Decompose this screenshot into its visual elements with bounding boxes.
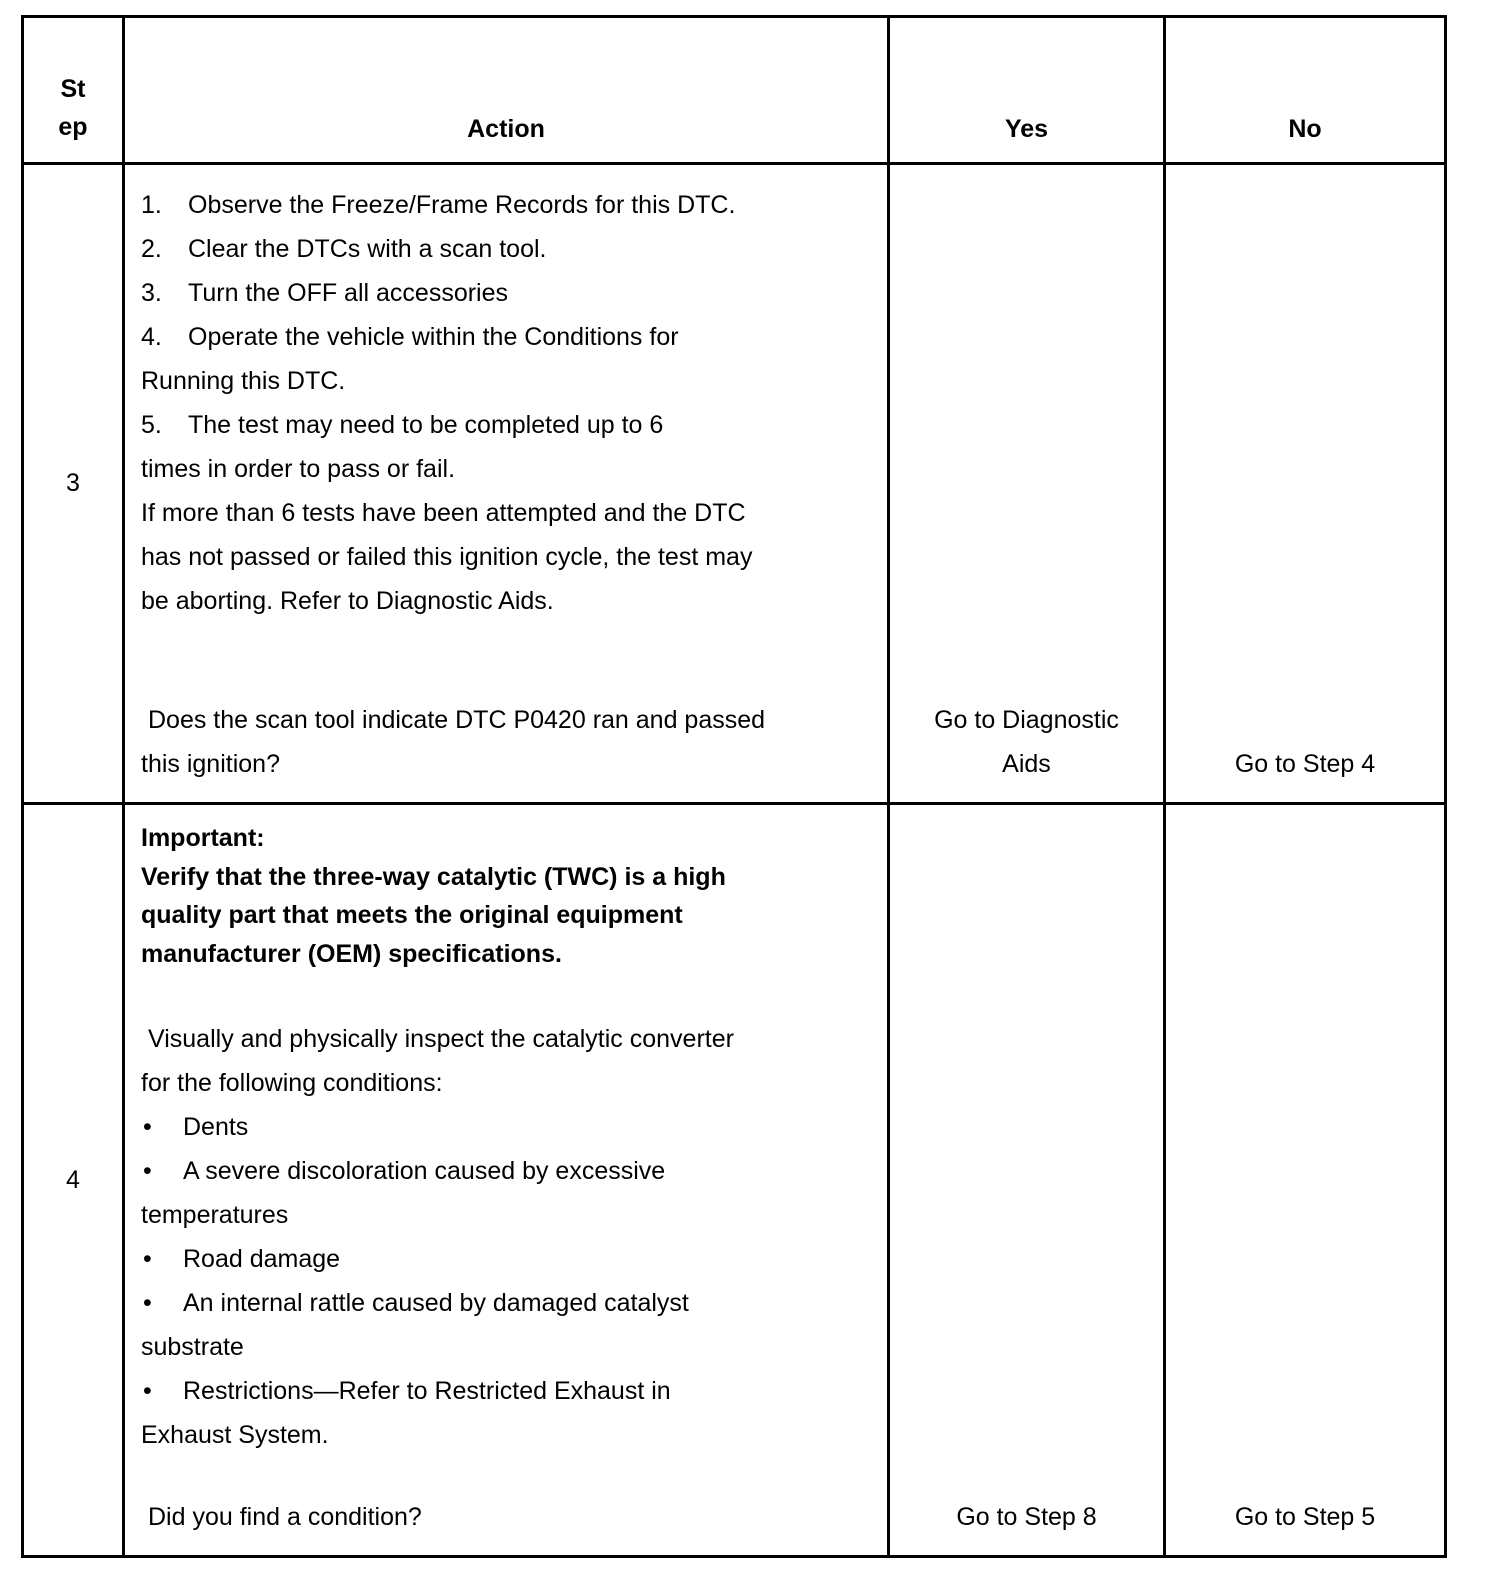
question-text: Did you find a condition? — [148, 1503, 422, 1531]
note-line: has not passed or failed this ignition cycle, the test may — [141, 543, 753, 571]
bullet-continuation: temperatures — [141, 1201, 289, 1229]
yes-result: Go to Diagnostic Aids — [889, 164, 1165, 804]
action-cell — [124, 164, 889, 804]
intro-text: for the following conditions: — [141, 1069, 443, 1097]
no-result: Go to Step 5 — [1165, 804, 1446, 1557]
question-text: Does the scan tool indicate DTC P0420 ran and passed this ignition? — [141, 706, 766, 778]
table-row-step-3 — [23, 164, 1446, 804]
list-item: 3. Turn the OFF all accessories — [141, 279, 509, 307]
action-cell — [124, 804, 889, 1557]
bullet-item: • Restrictions—Refer to Restricted Exhaust in — [143, 1377, 671, 1405]
no-result: Go to Step 4 — [1165, 164, 1446, 804]
list-item: 2. Clear the DTCs with a scan tool. — [141, 235, 547, 263]
list-item-continuation: Running this DTC. — [141, 367, 346, 395]
note-line: If more than 6 tests have been attempted and the DTC — [141, 499, 746, 527]
step-number: 4 — [23, 804, 124, 1557]
important-label: Important: — [141, 824, 265, 852]
header-step: St ep — [23, 17, 124, 164]
step-number: 3 — [23, 164, 124, 804]
list-item: 1. Observe the Freeze/Frame Records for this DTC. — [141, 191, 736, 219]
diagnostic-table — [21, 15, 1447, 1558]
intro-text: Visually and physically inspect the catalytic converter — [148, 1025, 734, 1053]
list-item-continuation: times in order to pass or fail. — [141, 455, 456, 483]
header-row — [23, 17, 1446, 164]
bullet-item: • A severe discoloration caused by excessive — [143, 1157, 666, 1185]
bullet-continuation: substrate — [141, 1333, 244, 1361]
bullet-item: • Dents — [143, 1113, 249, 1141]
important-text: Verify that the three-way catalytic (TWC) is a high — [141, 862, 726, 891]
table-row-step-4 — [23, 804, 1446, 1557]
important-text: manufacturer (OEM) specifications. — [141, 939, 562, 968]
bullet-continuation: Exhaust System. — [141, 1421, 329, 1449]
bullet-item: • Road damage — [143, 1245, 341, 1273]
important-text: quality part that meets the original equipment — [141, 901, 683, 929]
list-item: 4. Operate the vehicle within the Conditions for — [141, 323, 679, 351]
note-line: be aborting. Refer to Diagnostic Aids. — [141, 587, 554, 615]
list-item: 5. The test may need to be completed up to 6 — [141, 411, 664, 439]
header-action: Action — [124, 17, 889, 164]
bullet-item: • An internal rattle caused by damaged catalyst — [143, 1289, 689, 1317]
header-yes: Yes — [889, 17, 1165, 164]
header-no: No — [1165, 17, 1446, 164]
yes-result: Go to Step 8 — [889, 804, 1165, 1557]
